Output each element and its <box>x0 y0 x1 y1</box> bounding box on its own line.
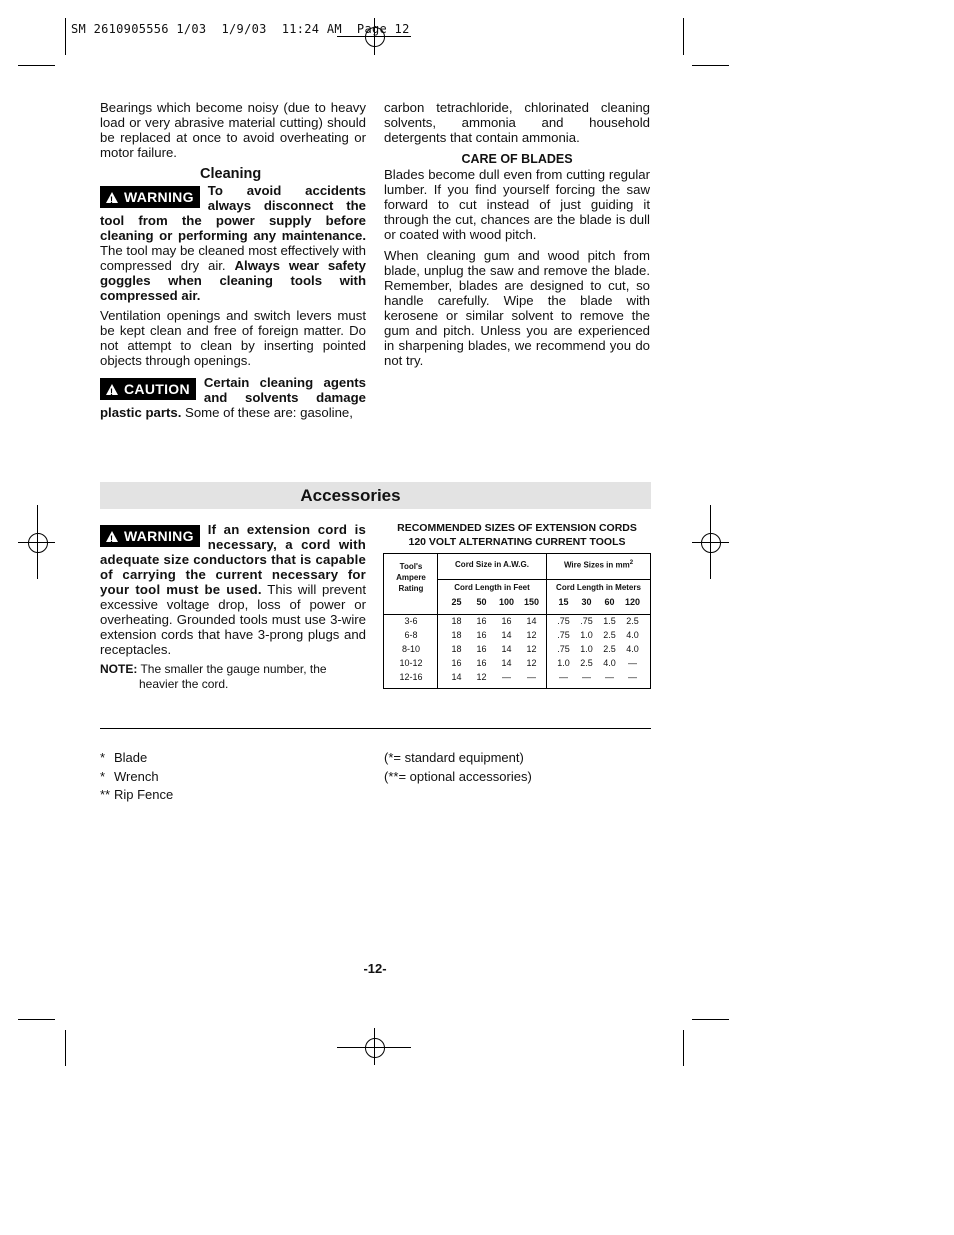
ampere-rating-cell: 3-6 <box>404 616 418 626</box>
accessories-title: Accessories <box>300 486 401 505</box>
table-divider <box>438 579 650 580</box>
section-divider <box>100 728 651 729</box>
table-title: RECOMMENDED SIZES OF EXTENSION CORDS 120 VOLT ALTERNATING CURRENT TOOLS <box>397 522 637 548</box>
mm-cell: — <box>559 672 568 682</box>
caution-badge: ! CAUTION <box>100 378 196 400</box>
extension-cord-warning: ! WARNING If an extension cord is necessary, a cord with adequate size conductors that is capable of carrying the current necessary for your tool must be used. This will prevent excessive voltage drop, loss of power or overheating. Grounded tools must use 3-wire extension cords that have 3-prong plugs and receptacles. NOTE: The smaller the gauge number, the heavier the cord. <box>100 522 366 692</box>
mm-cell: — <box>628 658 637 668</box>
warning-badge: ! WARNING <box>100 525 200 547</box>
registration-circle <box>28 533 48 553</box>
solvents-text: carbon tetrachloride, chlorinated cleaning solvents, ammonia and household detergents that contain ammonia. <box>384 100 650 145</box>
awg-cell: 14 <box>451 672 462 682</box>
awg-cell: 18 <box>451 644 462 654</box>
cleaning-caution: ! CAUTION Certain cleaning agents and solvents damage plastic parts. Some of these are: gasoline, <box>100 375 366 420</box>
warning-badge: ! WARNING <box>100 186 200 208</box>
equipment-list <box>100 749 173 805</box>
awg-cell: 16 <box>476 616 487 626</box>
awg-cell: 16 <box>501 616 512 626</box>
mm-cell: 1.0 <box>580 644 593 654</box>
ventilation-text: Ventilation openings and switch levers must be kept clean and free of foreign matter. Do not attempt to clean by inserting pointed objects through openings. <box>100 308 366 368</box>
crop-mark <box>683 1030 684 1066</box>
note: NOTE: The smaller the gauge number, the heavier the cord. <box>100 662 327 691</box>
crop-mark <box>683 18 684 55</box>
awg-cell: 18 <box>451 616 462 626</box>
cleaning-heading: Cleaning <box>200 166 262 182</box>
crop-mark <box>65 1030 66 1066</box>
meters-headers: 15 30 60 120 <box>558 597 641 607</box>
mm-cell: .75 <box>557 644 570 654</box>
care-text-2: When cleaning gum and wood pitch from blade, unplug the saw and remove the blade. Remember, blades are designed to cut, so handle carefully. Wipe the blade with kerosene or similar solvent to remove the gum and pitch. Unless you are experienced in sharpening blades, we recommend you do not try. <box>384 248 650 368</box>
mm-cell: 4.0 <box>603 658 616 668</box>
col-tools-header: Tool's Ampere Rating <box>396 562 426 593</box>
col-awg-header: Cord Size in A.W.G. <box>455 560 529 569</box>
awg-cell: 16 <box>451 658 462 668</box>
awg-cell: 12 <box>526 644 537 654</box>
extension-cord-table <box>383 553 651 689</box>
warning-triangle-icon <box>106 192 118 203</box>
awg-cell: — <box>502 672 511 682</box>
mm-cell: 2.5 <box>626 616 639 626</box>
ampere-rating-cell: 10-12 <box>399 658 423 668</box>
caution-triangle-icon <box>106 384 118 395</box>
awg-cell: 14 <box>526 616 537 626</box>
mm-cell: — <box>605 672 614 682</box>
registration-circle <box>365 1038 385 1058</box>
ampere-rating-cell: 8-10 <box>401 644 420 654</box>
awg-cell: 18 <box>451 630 462 640</box>
cleaning-warning: ! WARNING To avoid accidents always disconnect the tool from the power supply before cleaning or performing any maintenance. The tool may be cleaned most effectively with compressed dry air. Always wear safety goggles when cleaning tools with compressed air. <box>100 183 366 303</box>
mm-cell: — <box>628 672 637 682</box>
table-row <box>384 630 650 644</box>
awg-cell: 16 <box>476 630 487 640</box>
bearings-text: Bearings which become noisy (due to heavy load or very abrasive material cutting) should be replaced at once to avoid overheating or motor failure. <box>100 100 366 160</box>
right-column <box>384 100 650 368</box>
mm-cell: .75 <box>557 630 570 640</box>
care-of-blades-heading: CARE OF BLADES <box>461 152 573 166</box>
mm-cell: 4.0 <box>626 630 639 640</box>
mm-cell: 2.5 <box>603 630 616 640</box>
col-mm-header: Wire Sizes in $mm^2$ <box>563 560 634 570</box>
list-item: * Wrench <box>100 768 159 784</box>
mm-cell: 1.0 <box>557 658 570 668</box>
mm-cell: 2.5 <box>580 658 593 668</box>
print-info: SM 2610905556 1/03 1/9/03 11:24 AM Page 12 <box>71 22 410 36</box>
awg-cell: 16 <box>476 644 487 654</box>
care-text-1: Blades become dull even from cutting regular lumber. If you find yourself forcing the saw forward to cut instead of just guiding it through the cut, chances are the blade is dull or coated with wood pitch. <box>384 167 650 242</box>
crop-mark <box>18 1019 55 1020</box>
left-column <box>100 100 366 420</box>
page-number: -12- <box>363 961 387 976</box>
mm-cell: 2.5 <box>603 644 616 654</box>
awg-cell: 12 <box>526 630 537 640</box>
awg-cell: 14 <box>501 658 512 668</box>
ampere-rating-cell: 12-16 <box>399 672 423 682</box>
accessories-banner <box>100 482 651 509</box>
sub-feet-header: Cord Length in Feet <box>454 583 530 592</box>
mm-cell: 4.0 <box>626 644 639 654</box>
sub-meters-header: Cord Length in Meters <box>556 583 641 592</box>
awg-cell: 16 <box>476 658 487 668</box>
awg-cell: 14 <box>501 644 512 654</box>
equipment-legend: (*= standard equipment) (**= optional accessories) <box>384 750 532 784</box>
crop-mark <box>692 1019 729 1020</box>
mm-cell: 1.5 <box>603 616 616 626</box>
list-item: ** Rip Fence <box>100 787 174 802</box>
awg-cell: — <box>527 672 536 682</box>
crop-mark <box>18 65 55 66</box>
mm-cell: — <box>582 672 591 682</box>
feet-headers: 25 50 100 150 <box>451 597 540 607</box>
awg-cell: 12 <box>526 658 537 668</box>
table-row <box>384 658 650 672</box>
mm-cell: .75 <box>580 616 593 626</box>
table-row <box>384 672 650 686</box>
crop-mark <box>65 18 66 55</box>
registration-circle <box>701 533 721 553</box>
mm-cell: 1.0 <box>580 630 593 640</box>
warning-triangle-icon <box>106 531 118 542</box>
table-row <box>384 644 650 658</box>
crop-mark <box>692 65 729 66</box>
awg-cell: 12 <box>476 672 487 682</box>
list-item: * Blade <box>100 750 148 765</box>
table-divider <box>384 614 650 615</box>
awg-cell: 14 <box>501 630 512 640</box>
ampere-rating-cell: 6-8 <box>404 630 418 640</box>
table-row <box>384 616 650 630</box>
mm-cell: .75 <box>557 616 570 626</box>
